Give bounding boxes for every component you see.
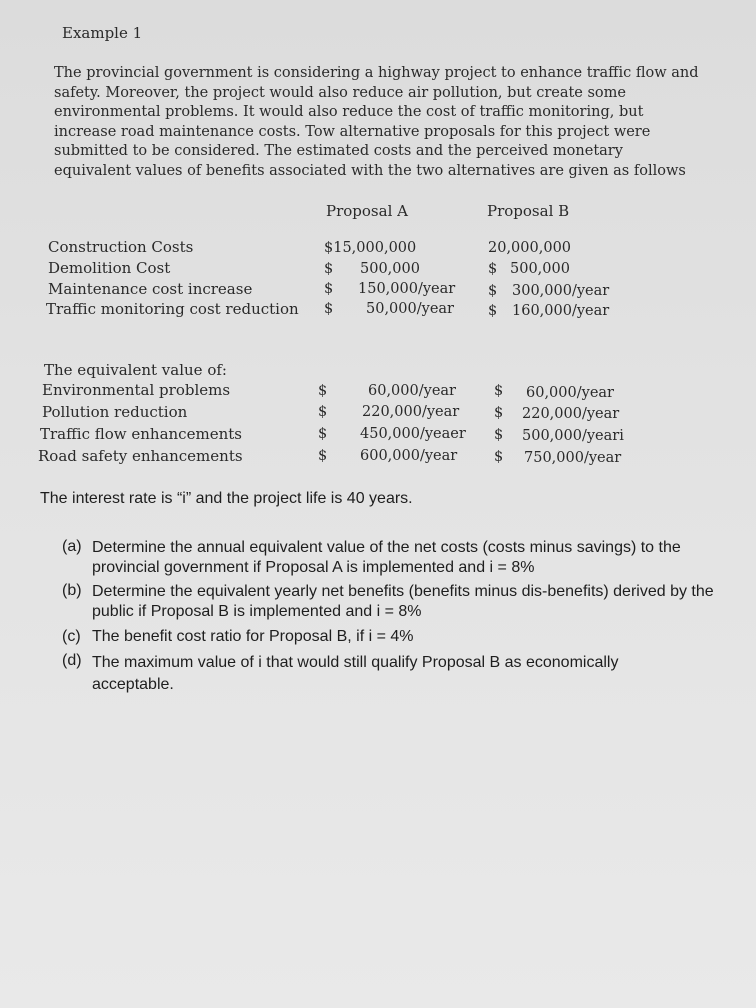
benefit-value-a: 220,000/year — [362, 404, 460, 420]
proposal-a-header: Proposal A — [326, 202, 408, 220]
proposal-b-header: Proposal B — [487, 202, 570, 220]
benefit-value-b: 500,000/yeari — [522, 428, 624, 444]
problem-paragraph: The provincial government is considering a highway project to enhance traffic flow and safety. Moreover, the project would also reduce air pollution, but create some environmental problems. It would also reduce the cost of traffic monitoring, but increase road maintenance costs. Tow alternative proposals for this project were submitted to be considered. The estimated costs and the perceived monetary equivalent values of benefits associated with the two alternatives are given as follows — [54, 65, 699, 179]
benefit-value-a: 600,000/year — [360, 448, 458, 464]
cost-value-a: 50,000/year — [366, 301, 454, 317]
benefit-label: Traffic flow enhancements — [40, 425, 242, 443]
question-text: Determine the equivalent yearly net benefits (benefits minus dis-benefits) derived by the public if Proposal B is implemented and i = 8% — [92, 583, 714, 620]
cost-value-a: 150,000/year — [358, 281, 456, 297]
interest-rate-statement: The interest rate is “i” and the project life is 40 years. — [40, 490, 413, 507]
cost-label: Maintenance cost increase — [48, 280, 253, 298]
cost-value-b: 160,000/year — [512, 303, 610, 319]
benefit-currency-a: $ — [318, 448, 328, 464]
cost-value-b: 500,000 — [510, 261, 570, 277]
cost-value-b: 300,000/year — [512, 283, 610, 299]
benefit-value-b: 750,000/year — [524, 450, 622, 466]
benefit-value-b: 60,000/year — [526, 385, 614, 401]
cost-currency-b: $ — [488, 261, 498, 277]
question-text: The maximum value of i that would still qualify Proposal B as economically acceptable. — [92, 654, 619, 693]
question-marker: (c) — [62, 628, 81, 645]
cost-label: Demolition Cost — [48, 259, 171, 277]
benefit-currency-b: $ — [494, 383, 504, 399]
benefit-label: Road safety enhancements — [38, 447, 243, 465]
cost-label: Traffic monitoring cost reduction — [46, 300, 299, 318]
benefit-label: Environmental problems — [42, 381, 231, 399]
cost-value-a: 500,000 — [360, 261, 420, 277]
benefit-label: Pollution reduction — [42, 403, 188, 421]
benefits-heading: The equivalent value of: — [44, 361, 227, 379]
benefit-value-a: 450,000/yeaer — [360, 426, 466, 442]
benefit-currency-b: $ — [494, 449, 504, 465]
cost-currency-a: $ — [324, 301, 334, 317]
question-text: The benefit cost ratio for Proposal B, if i = 4% — [92, 628, 414, 645]
cost-value-a: $15,000,000 — [324, 240, 417, 256]
question-marker: (d) — [62, 652, 82, 669]
cost-currency-a: $ — [324, 261, 334, 277]
benefit-currency-a: $ — [318, 383, 328, 399]
benefit-currency-b: $ — [494, 405, 504, 421]
benefit-currency-a: $ — [318, 404, 328, 420]
benefit-value-a: 60,000/year — [368, 383, 456, 399]
benefit-value-b: 220,000/year — [522, 406, 620, 422]
cost-label: Construction Costs — [48, 238, 194, 256]
question-marker: (b) — [62, 582, 82, 599]
cost-currency-a: $ — [324, 281, 334, 297]
question-marker: (a) — [62, 538, 82, 555]
benefit-currency-b: $ — [494, 427, 504, 443]
cost-currency-b: $ — [488, 283, 498, 299]
cost-currency-b: $ — [488, 303, 498, 319]
cost-value-b: 20,000,000 — [488, 240, 572, 256]
benefit-currency-a: $ — [318, 426, 328, 442]
example-title: Example 1 — [62, 24, 143, 42]
question-text: Determine the annual equivalent value of the net costs (costs minus savings) to the provincial government if Proposal A is implemented and i = 8% — [92, 539, 681, 576]
